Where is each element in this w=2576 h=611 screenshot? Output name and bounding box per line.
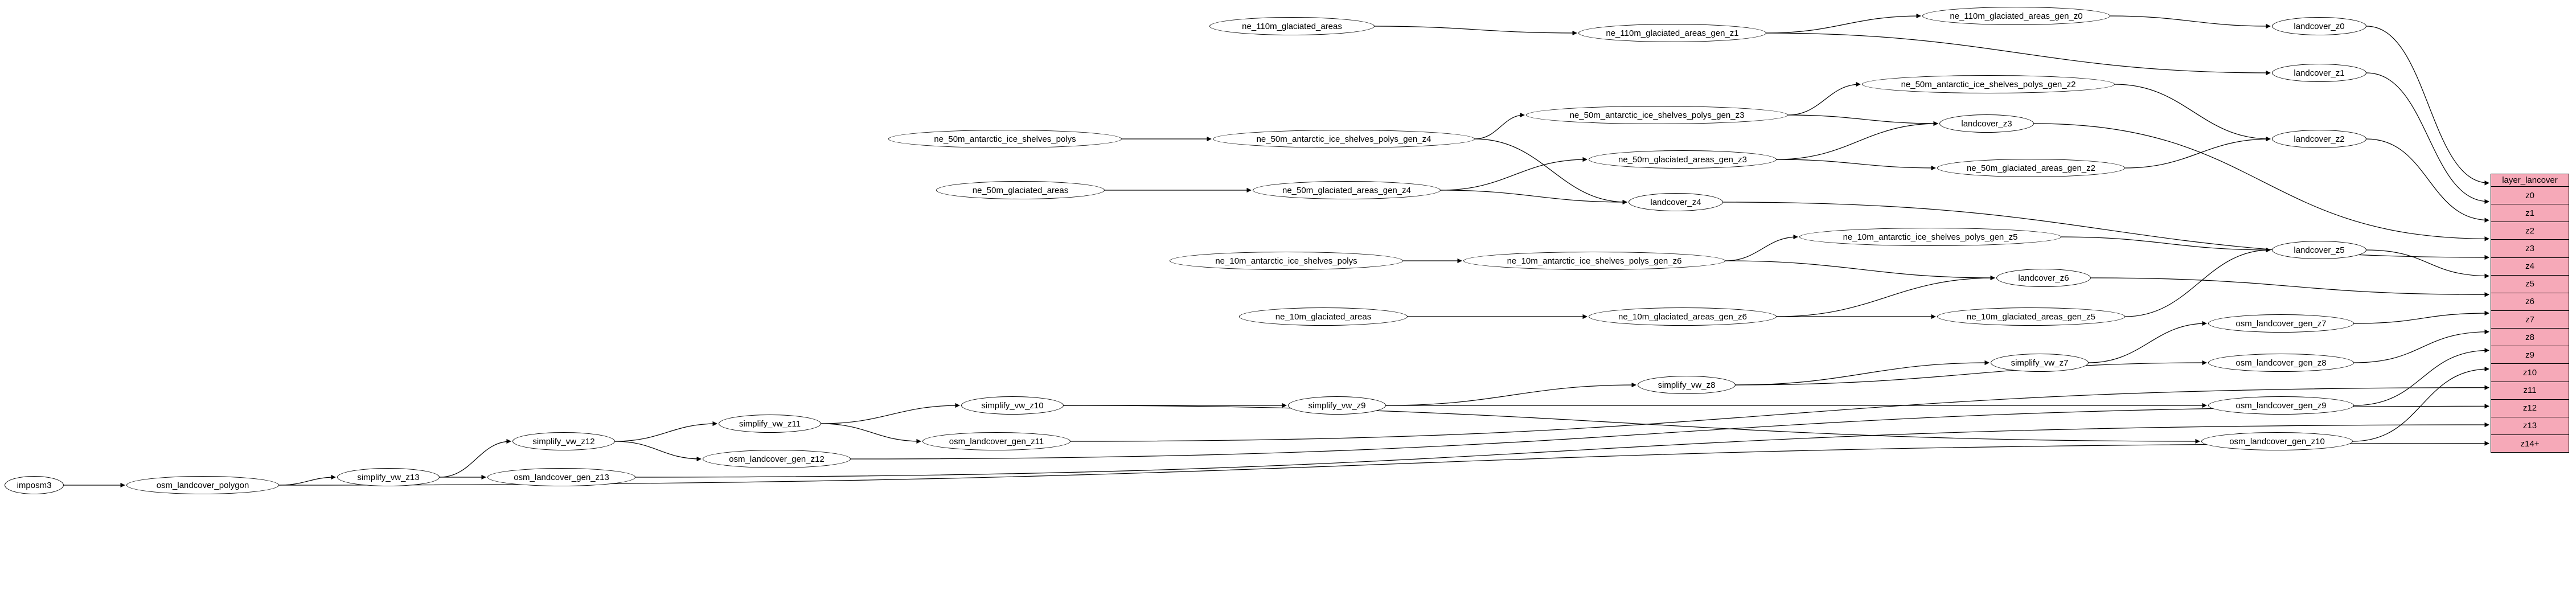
legend-row-z0: z0 <box>2491 187 2569 204</box>
legend-title: layer_lancover <box>2491 174 2569 187</box>
graph-node-ne-10m-glaciated-areas[interactable]: ne_10m_glaciated_areas <box>1239 307 1408 326</box>
graph-node-ne-110m-glaciated-areas[interactable]: ne_110m_glaciated_areas <box>1209 17 1375 35</box>
legend-row-z12: z12 <box>2491 400 2569 417</box>
graph-node-simplify-vw-z10[interactable]: simplify_vw_z10 <box>961 396 1064 415</box>
graph-node-osm-landcover-gen-z13[interactable]: osm_landcover_gen_z13 <box>487 468 635 486</box>
graph-node-simplify-vw-z7[interactable]: simplify_vw_z7 <box>1991 354 2089 372</box>
legend-row-z3: z3 <box>2491 240 2569 257</box>
graph-node-ne-50m-glaciated-areas[interactable]: ne_50m_glaciated_areas <box>936 181 1105 199</box>
legend-row-z2: z2 <box>2491 222 2569 240</box>
graph-node-ne-110m-glaciated-areas-gen-z1[interactable]: ne_110m_glaciated_areas_gen_z1 <box>1578 24 1766 42</box>
graph-node-landcover-z0[interactable]: landcover_z0 <box>2272 17 2366 35</box>
graph-node-ne-10m-antarctic-ice-shelves-polys-gen-z5[interactable]: ne_10m_antarctic_ice_shelves_polys_gen_z5 <box>1799 228 2061 246</box>
graph-node-osm-landcover-gen-z10[interactable]: osm_landcover_gen_z10 <box>2201 432 2353 450</box>
graph-node-landcover-z1[interactable]: landcover_z1 <box>2272 64 2366 82</box>
graph-node-landcover-z2[interactable]: landcover_z2 <box>2272 130 2366 148</box>
legend-row-z5: z5 <box>2491 276 2569 293</box>
graph-node-simplify-vw-z12[interactable]: simplify_vw_z12 <box>512 432 615 450</box>
graph-node-simplify-vw-z9[interactable]: simplify_vw_z9 <box>1288 396 1386 415</box>
legend-row-z4: z4 <box>2491 258 2569 276</box>
legend-row-z11: z11 <box>2491 382 2569 400</box>
graph-node-ne-10m-glaciated-areas-gen-z5[interactable]: ne_10m_glaciated_areas_gen_z5 <box>1937 307 2125 326</box>
graph-node-osm-landcover-gen-z7[interactable]: osm_landcover_gen_z7 <box>2208 314 2354 333</box>
graph-node-landcover-z4[interactable]: landcover_z4 <box>1629 193 1723 211</box>
legend-row-z8: z8 <box>2491 329 2569 346</box>
graph-node-ne-50m-antarctic-ice-shelves-polys-gen-z2[interactable]: ne_50m_antarctic_ice_shelves_polys_gen_z2 <box>1862 75 2115 93</box>
graph-node-landcover-z3[interactable]: landcover_z3 <box>1939 114 2034 133</box>
legend-row-z13: z13 <box>2491 417 2569 435</box>
graph-node-imposm3[interactable]: imposm3 <box>5 476 64 494</box>
graph-node-ne-10m-antarctic-ice-shelves-polys-gen-z6[interactable]: ne_10m_antarctic_ice_shelves_polys_gen_z6 <box>1463 252 1725 270</box>
legend-panel <box>2491 174 2569 453</box>
graph-node-osm-landcover-gen-z8[interactable]: osm_landcover_gen_z8 <box>2208 354 2354 372</box>
graph-node-ne-50m-antarctic-ice-shelves-polys-gen-z3[interactable]: ne_50m_antarctic_ice_shelves_polys_gen_z3 <box>1526 106 1788 124</box>
legend-row-z1: z1 <box>2491 204 2569 222</box>
graph-node-ne-50m-glaciated-areas-gen-z3[interactable]: ne_50m_glaciated_areas_gen_z3 <box>1589 150 1777 169</box>
legend-row-z14plus: z14+ <box>2520 438 2540 449</box>
graph-node-ne-10m-glaciated-areas-gen-z6[interactable]: ne_10m_glaciated_areas_gen_z6 <box>1589 307 1777 326</box>
graph-node-ne-110m-glaciated-areas-gen-z0[interactable]: ne_110m_glaciated_areas_gen_z0 <box>1922 7 2110 25</box>
graph-node-landcover-z6[interactable]: landcover_z6 <box>1996 269 2091 287</box>
legend-row-z9: z9 <box>2491 346 2569 364</box>
graph-node-ne-50m-glaciated-areas-gen-z2[interactable]: ne_50m_glaciated_areas_gen_z2 <box>1937 159 2125 177</box>
graph-node-osm-landcover-gen-z11[interactable]: osm_landcover_gen_z11 <box>922 432 1070 450</box>
graph-node-simplify-vw-z13[interactable]: simplify_vw_z13 <box>337 468 440 486</box>
graph-node-osm-landcover-polygon[interactable]: osm_landcover_polygon <box>126 476 279 494</box>
graph-node-simplify-vw-z8[interactable]: simplify_vw_z8 <box>1638 376 1736 394</box>
graph-node-ne-50m-glaciated-areas-gen-z4[interactable]: ne_50m_glaciated_areas_gen_z4 <box>1253 181 1441 199</box>
legend-row-z7: z7 <box>2491 311 2569 329</box>
graph-node-osm-landcover-gen-z9[interactable]: osm_landcover_gen_z9 <box>2208 396 2354 415</box>
graph-node-osm-landcover-gen-z12[interactable]: osm_landcover_gen_z12 <box>703 450 851 468</box>
graph-node-simplify-vw-z11[interactable]: simplify_vw_z11 <box>719 415 821 433</box>
legend-row-z6: z6 <box>2491 293 2569 311</box>
graph-node-landcover-z5[interactable]: landcover_z5 <box>2272 241 2366 259</box>
graph-node-ne-50m-antarctic-ice-shelves-polys[interactable]: ne_50m_antarctic_ice_shelves_polys <box>888 130 1122 148</box>
graph-node-ne-10m-antarctic-ice-shelves-polys[interactable]: ne_10m_antarctic_ice_shelves_polys <box>1170 252 1403 270</box>
legend-row-z10: z10 <box>2491 364 2569 382</box>
graph-node-ne-50m-antarctic-ice-shelves-polys-gen-z4[interactable]: ne_50m_antarctic_ice_shelves_polys_gen_z4 <box>1213 130 1475 148</box>
